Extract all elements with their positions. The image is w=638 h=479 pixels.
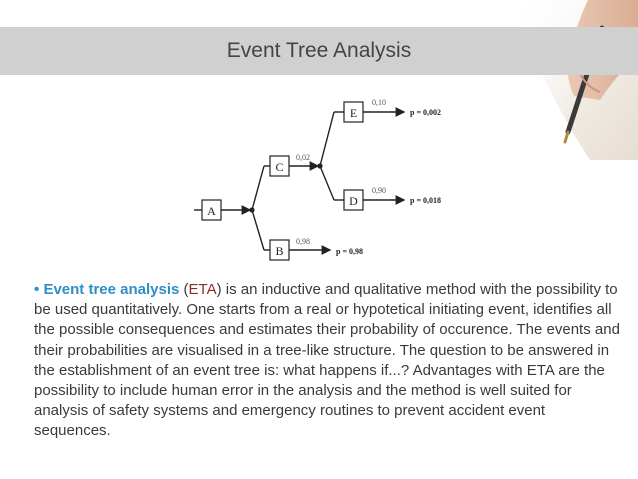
branch-to-e [320, 112, 334, 166]
abbr-close: ) [216, 281, 222, 298]
branch-to-b [252, 210, 264, 250]
prob-e: 0,10 [372, 98, 386, 107]
prob-b: 0,98 [296, 237, 310, 246]
branch-to-c [252, 166, 264, 210]
title-band [0, 27, 638, 75]
node-e-label: E [349, 106, 358, 120]
prob-d: 0,90 [372, 186, 386, 195]
node-a-label: A [207, 204, 216, 218]
abbr-eta: ETA [188, 281, 217, 298]
branch-to-d [320, 166, 334, 200]
bullet-icon: • [34, 281, 40, 298]
hand-with-pen-photo [470, 0, 638, 160]
node-c-label: C [275, 160, 284, 174]
body-paragraph [34, 280, 624, 442]
body-description: is an inductive and qualitative method with the possibility to be used quantitatively. One starts from a real or hypotetical initiating event, identifies all the possible consequences and estimates their probability of occurence. The events and their probabilities are visualised in a tree-like structure. The question to be answered in the establishment of an event tree is: what happens if...? Advantages with ETA are the possibility to include human error in the analysis and the method is well suited for analysis of safety systems and emergency routines to prevent accident event sequences. [34, 281, 620, 440]
abbr-open: ( [179, 281, 189, 298]
outcome-b: p = 0,98 [336, 247, 364, 256]
node-d-label: D [349, 194, 358, 208]
slide-title: Event Tree Analysis [226, 39, 412, 62]
event-tree-diagram [184, 94, 456, 266]
outcome-d: p = 0,018 [410, 196, 442, 205]
term-event-tree-analysis: Event tree analysis [43, 281, 180, 298]
outcome-e: p = 0,002 [410, 108, 442, 117]
node-b-label: B [275, 244, 284, 258]
prob-c: 0,02 [296, 153, 310, 162]
